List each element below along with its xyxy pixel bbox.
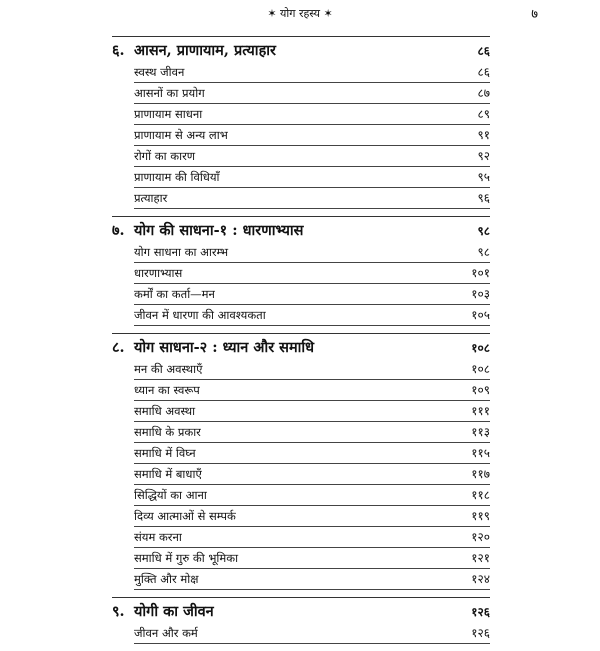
toc-entry[interactable] [134,146,490,167]
chapter-number: ८. [112,339,125,356]
toc-entry[interactable] [134,188,490,209]
chapter-page: ८६ [477,44,490,58]
chapter-page: ९८ [477,224,490,238]
page-number: ७ [531,7,538,22]
toc-entry[interactable] [134,401,490,422]
entry-page: १०५ [471,308,490,322]
chapter-heading[interactable] [112,39,490,62]
entry-page: १११ [471,404,490,418]
toc-entry[interactable] [134,623,490,644]
toc-entry[interactable] [134,380,490,401]
toc-entry[interactable] [134,506,490,527]
entry-page: १०१ [471,266,490,280]
entry-page: १०३ [471,287,490,301]
entry-title: जीवन में धारणा की आवश्यकता [134,308,266,322]
entry-title: रोगों का कारण [134,149,196,163]
toc-entry[interactable] [134,242,490,263]
chapter-number: ७. [112,222,125,239]
chapter-title: आसन, प्राणायाम, प्रत्याहार [134,42,276,59]
entry-title: योग साधना का आरम्भ [134,245,229,259]
entry-title: मन की अवस्थाएँ [134,362,203,376]
chapter-7 [112,216,490,326]
toc-entry[interactable] [134,548,490,569]
entry-title: आसनों का प्रयोग [134,86,205,100]
toc-entry[interactable] [134,485,490,506]
entry-title: समाधि अवस्था [134,404,196,418]
chapter-6 [112,36,490,209]
toc-entry[interactable] [134,443,490,464]
toc-entry[interactable] [134,83,490,104]
entry-page: ९१ [477,128,490,142]
running-title: ✶ योग रहस्य ✶ [267,7,333,20]
entry-page: १२४ [471,572,490,586]
entry-page: ११५ [471,446,490,460]
entry-page: ९६ [477,191,490,205]
entry-title: समाधि में बाधाएँ [134,467,202,481]
entry-page: १०८ [471,362,490,376]
chapter-number: ९. [112,603,125,620]
chapter-9 [112,597,490,644]
toc-entry[interactable] [134,527,490,548]
entry-page: १०९ [471,383,490,397]
entry-title: प्राणायाम की विधियाँ [134,170,220,184]
entry-title: समाधि में गुरु की भूमिका [134,551,239,565]
entry-title: प्राणायाम साधना [134,107,203,121]
chapter-heading[interactable] [112,600,490,623]
toc-entry[interactable] [134,62,490,83]
table-of-contents [112,36,490,651]
entry-page: १२६ [471,626,490,640]
entry-title: प्रत्याहार [134,191,168,205]
toc-entry[interactable] [134,263,490,284]
entry-title: समाधि में विघ्न [134,446,196,460]
entry-title: धारणाभ्यास [134,266,183,280]
entry-title: प्राणायाम से अन्य लाभ [134,128,228,142]
chapter-title: योग की साधना-१ : धारणाभ्यास [134,222,304,239]
entry-page: ८६ [477,65,490,79]
entry-page: ११९ [471,509,490,523]
entry-title: कर्मों का कर्ता—मन [134,287,215,301]
entry-page: ८७ [477,86,490,100]
entry-title: ध्यान का स्वरूप [134,383,200,397]
entry-title: संयम करना [134,530,182,544]
chapter-heading[interactable] [112,336,490,359]
entry-title: जीवन और कर्म [134,626,198,640]
toc-entry[interactable] [134,464,490,485]
chapter-8 [112,333,490,590]
entry-page: १२१ [471,551,490,565]
entry-title: समाधि के प्रकार [134,425,201,439]
entry-title: स्वस्थ जीवन [134,65,185,79]
entry-title: सिद्धियों का आना [134,488,207,502]
entry-title: मुक्ति और मोक्ष [134,572,199,586]
toc-entry[interactable] [134,422,490,443]
toc-entry[interactable] [134,104,490,125]
entry-page: ११८ [471,488,490,502]
chapter-number: ६. [112,42,125,59]
toc-entry[interactable] [134,305,490,326]
entry-page: ८९ [477,107,490,121]
toc-entry[interactable] [134,569,490,590]
entry-page: ९८ [477,245,490,259]
chapter-heading[interactable] [112,219,490,242]
entry-page: ११३ [471,425,490,439]
entry-page: १२० [471,530,490,544]
entry-page: ९५ [477,170,490,184]
chapter-title: योग साधना-२ : ध्यान और समाधि [134,339,315,356]
entry-page: ९२ [477,149,490,163]
chapter-title: योगी का जीवन [134,603,214,620]
entry-page: ११७ [471,467,490,481]
toc-entry[interactable] [134,125,490,146]
chapter-page: १०८ [471,341,490,355]
chapter-page: १२६ [471,605,490,619]
toc-entry[interactable] [134,359,490,380]
toc-entry[interactable] [134,167,490,188]
entry-title: दिव्य आत्माओं से सम्पर्क [134,509,236,523]
toc-entry[interactable] [134,284,490,305]
